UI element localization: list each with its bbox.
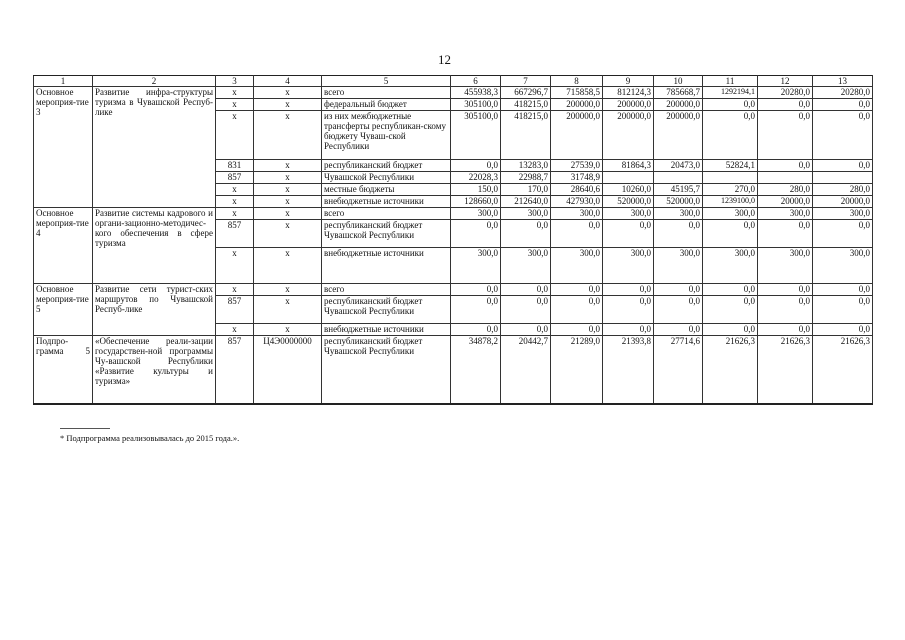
- code-cell: x: [216, 324, 254, 336]
- funding-source-cell: внебюджетные источники: [322, 196, 451, 208]
- value-cell: 0,0: [813, 296, 873, 324]
- value-cell: 418215,0: [501, 99, 551, 111]
- value-cell: 0,0: [603, 324, 654, 336]
- value-cell: 0,0: [813, 220, 873, 248]
- value-cell: 0,0: [813, 284, 873, 296]
- activity-name-cell: Развитие инфра-структуры туризма в Чувашской Респуб-лике: [93, 87, 216, 208]
- value-cell: 200000,0: [603, 111, 654, 160]
- activity-label-cell: Основное мероприя-тие 5: [34, 284, 93, 336]
- code-cell: x: [216, 111, 254, 160]
- value-cell: 300,0: [813, 208, 873, 220]
- value-cell: 300,0: [813, 248, 873, 284]
- value-cell: 0,0: [603, 296, 654, 324]
- subprogram-name-cell: «Обеспечение реали-зации государствен-ной программы Чу-вашской Республики «Развитие культуры и туризма»: [93, 336, 216, 404]
- value-cell: 300,0: [654, 208, 703, 220]
- value-cell: 300,0: [758, 208, 813, 220]
- value-cell: 20442,7: [501, 336, 551, 404]
- value-cell: 128660,0: [451, 196, 501, 208]
- value-cell: 21626,3: [813, 336, 873, 404]
- code-cell: x: [254, 111, 322, 160]
- code-cell: x: [254, 208, 322, 220]
- value-cell: 520000,0: [654, 196, 703, 208]
- value-cell: 27539,0: [551, 160, 603, 172]
- value-cell: 427930,0: [551, 196, 603, 208]
- value-cell: 20473,0: [654, 160, 703, 172]
- column-header: 13: [813, 76, 873, 87]
- value-cell: 0,0: [813, 324, 873, 336]
- value-cell: 0,0: [654, 284, 703, 296]
- value-cell: 0,0: [758, 111, 813, 160]
- value-cell: 418215,0: [501, 111, 551, 160]
- code-cell: x: [254, 87, 322, 99]
- table-row: [34, 284, 873, 296]
- code-cell: x: [254, 296, 322, 324]
- value-cell: 0,0: [758, 296, 813, 324]
- code-cell: 857: [216, 336, 254, 404]
- value-cell: 300,0: [603, 208, 654, 220]
- value-cell: 0,0: [703, 220, 758, 248]
- value-cell: 34878,2: [451, 336, 501, 404]
- activity-name-cell: Развитие сети турист-ских маршрутов по Чувашской Респуб-лике: [93, 284, 216, 336]
- value-cell: 300,0: [758, 248, 813, 284]
- code-cell: 857: [216, 296, 254, 324]
- code-cell: 857: [216, 172, 254, 184]
- value-cell: 300,0: [451, 248, 501, 284]
- value-cell: 0,0: [551, 284, 603, 296]
- code-cell: x: [254, 248, 322, 284]
- value-cell: 150,0: [451, 184, 501, 196]
- value-cell: 0,0: [451, 284, 501, 296]
- funding-source-cell: местные бюджеты: [322, 184, 451, 196]
- value-cell: 200000,0: [551, 99, 603, 111]
- value-cell: 0,0: [703, 111, 758, 160]
- code-cell: x: [254, 184, 322, 196]
- value-cell: 0,0: [813, 111, 873, 160]
- value-cell: 31748,9: [551, 172, 603, 184]
- value-cell: 0,0: [703, 296, 758, 324]
- code-cell: Ц4Э0000000: [254, 336, 322, 404]
- value-cell: 0,0: [551, 324, 603, 336]
- footnote: * Подпрограмма реализовывалась до 2015 года.».: [60, 433, 240, 443]
- value-cell: 300,0: [703, 208, 758, 220]
- column-header: 2: [93, 76, 216, 87]
- code-cell: x: [216, 196, 254, 208]
- code-cell: x: [216, 87, 254, 99]
- table-row: [34, 87, 873, 99]
- table-header-row: [34, 76, 873, 87]
- value-cell: 0,0: [501, 220, 551, 248]
- budget-table: [33, 75, 873, 405]
- column-header: 3: [216, 76, 254, 87]
- page-number: 12: [438, 52, 451, 67]
- value-cell: 212640,0: [501, 196, 551, 208]
- value-cell: 27714,6: [654, 336, 703, 404]
- value-cell: 0,0: [654, 220, 703, 248]
- code-cell: x: [216, 208, 254, 220]
- funding-source-cell: республиканский бюджет: [322, 160, 451, 172]
- value-cell: 300,0: [501, 208, 551, 220]
- value-cell: 20280,0: [813, 87, 873, 99]
- value-cell: 0,0: [813, 160, 873, 172]
- value-cell: 20280,0: [758, 87, 813, 99]
- value-cell: 0,0: [758, 324, 813, 336]
- value-cell: 20000,0: [758, 196, 813, 208]
- column-header: 6: [451, 76, 501, 87]
- value-cell: 21289,0: [551, 336, 603, 404]
- activity-name-cell: Развитие системы кадрового и органи-зационно-методичес-кого обеспечения в сфере туризма: [93, 208, 216, 284]
- value-cell: 0,0: [603, 284, 654, 296]
- code-cell: 857: [216, 220, 254, 248]
- value-cell: 305100,0: [451, 99, 501, 111]
- value-cell: 270,0: [703, 184, 758, 196]
- value-cell: 300,0: [501, 248, 551, 284]
- value-cell: 52824,1: [703, 160, 758, 172]
- code-cell: x: [216, 284, 254, 296]
- value-cell: 0,0: [654, 296, 703, 324]
- value-cell: 280,0: [758, 184, 813, 196]
- value-cell: 300,0: [603, 248, 654, 284]
- value-cell: 0,0: [758, 99, 813, 111]
- value-cell: 0,0: [654, 324, 703, 336]
- code-cell: x: [216, 248, 254, 284]
- value-cell: 785668,7: [654, 87, 703, 99]
- value-cell: 300,0: [654, 248, 703, 284]
- column-header: 4: [254, 76, 322, 87]
- subprogram-label-cell: Подпро-грамма 5: [34, 336, 93, 404]
- value-cell: 300,0: [551, 248, 603, 284]
- value-cell: 0,0: [703, 284, 758, 296]
- value-cell: 300,0: [451, 208, 501, 220]
- footnote-separator: [60, 428, 110, 429]
- code-cell: x: [254, 324, 322, 336]
- funding-source-cell: республиканский бюджет Чувашской Республики: [322, 336, 451, 404]
- funding-source-cell: Чувашской Республики: [322, 172, 451, 184]
- value-cell: 715858,5: [551, 87, 603, 99]
- funding-source-cell: внебюджетные источники: [322, 324, 451, 336]
- funding-source-cell: республиканский бюджет Чувашской Республики: [322, 296, 451, 324]
- value-cell: [603, 172, 654, 184]
- value-cell: 280,0: [813, 184, 873, 196]
- value-cell: 0,0: [551, 296, 603, 324]
- value-cell: 0,0: [451, 324, 501, 336]
- value-cell: 1239100,0: [703, 196, 758, 208]
- funding-source-cell: внебюджетные источники: [322, 248, 451, 284]
- value-cell: [813, 172, 873, 184]
- activity-label-cell: Основное мероприя-тие 3: [34, 87, 93, 208]
- code-cell: x: [254, 284, 322, 296]
- value-cell: 0,0: [501, 324, 551, 336]
- value-cell: 520000,0: [603, 196, 654, 208]
- value-cell: [654, 172, 703, 184]
- funding-source-cell: всего: [322, 208, 451, 220]
- value-cell: 305100,0: [451, 111, 501, 160]
- value-cell: 300,0: [551, 208, 603, 220]
- value-cell: 1292194,1: [703, 87, 758, 99]
- value-cell: 0,0: [813, 99, 873, 111]
- code-cell: x: [254, 99, 322, 111]
- value-cell: 0,0: [703, 324, 758, 336]
- value-cell: 0,0: [603, 220, 654, 248]
- code-cell: x: [216, 99, 254, 111]
- value-cell: 200000,0: [603, 99, 654, 111]
- value-cell: 0,0: [758, 220, 813, 248]
- table-row: [34, 336, 873, 404]
- table-row: [34, 208, 873, 220]
- code-cell: 831: [216, 160, 254, 172]
- value-cell: 13283,0: [501, 160, 551, 172]
- column-header: 11: [703, 76, 758, 87]
- activity-label-cell: Основное мероприя-тие 4: [34, 208, 93, 284]
- funding-source-cell: республиканский бюджет Чувашской Республики: [322, 220, 451, 248]
- value-cell: 0,0: [451, 160, 501, 172]
- value-cell: 0,0: [451, 296, 501, 324]
- value-cell: 21393,8: [603, 336, 654, 404]
- funding-source-cell: всего: [322, 87, 451, 99]
- value-cell: 21626,3: [703, 336, 758, 404]
- code-cell: x: [254, 220, 322, 248]
- value-cell: 0,0: [551, 220, 603, 248]
- code-cell: x: [254, 196, 322, 208]
- value-cell: 200000,0: [654, 111, 703, 160]
- value-cell: 20000,0: [813, 196, 873, 208]
- value-cell: 28640,6: [551, 184, 603, 196]
- column-header: 7: [501, 76, 551, 87]
- code-cell: x: [216, 184, 254, 196]
- value-cell: 21626,3: [758, 336, 813, 404]
- value-cell: 0,0: [758, 284, 813, 296]
- value-cell: [703, 172, 758, 184]
- value-cell: [758, 172, 813, 184]
- column-header: 1: [34, 76, 93, 87]
- code-cell: x: [254, 160, 322, 172]
- column-header: 5: [322, 76, 451, 87]
- value-cell: 0,0: [501, 296, 551, 324]
- value-cell: 0,0: [758, 160, 813, 172]
- funding-source-cell: всего: [322, 284, 451, 296]
- code-cell: x: [254, 172, 322, 184]
- value-cell: 0,0: [703, 99, 758, 111]
- value-cell: 455938,3: [451, 87, 501, 99]
- value-cell: 0,0: [451, 220, 501, 248]
- column-header: 9: [603, 76, 654, 87]
- value-cell: 10260,0: [603, 184, 654, 196]
- funding-source-cell: из них межбюджетные трансферты республикан-скому бюджету Чуваш-ской Республики: [322, 111, 451, 160]
- value-cell: 22028,3: [451, 172, 501, 184]
- budget-table-body: [34, 76, 873, 404]
- column-header: 12: [758, 76, 813, 87]
- value-cell: 812124,3: [603, 87, 654, 99]
- value-cell: 45195,7: [654, 184, 703, 196]
- value-cell: 0,0: [501, 284, 551, 296]
- value-cell: 667296,7: [501, 87, 551, 99]
- value-cell: 200000,0: [551, 111, 603, 160]
- value-cell: 22988,7: [501, 172, 551, 184]
- value-cell: 300,0: [703, 248, 758, 284]
- value-cell: 200000,0: [654, 99, 703, 111]
- column-header: 8: [551, 76, 603, 87]
- value-cell: 81864,3: [603, 160, 654, 172]
- value-cell: 170,0: [501, 184, 551, 196]
- funding-source-cell: федеральный бюджет: [322, 99, 451, 111]
- column-header: 10: [654, 76, 703, 87]
